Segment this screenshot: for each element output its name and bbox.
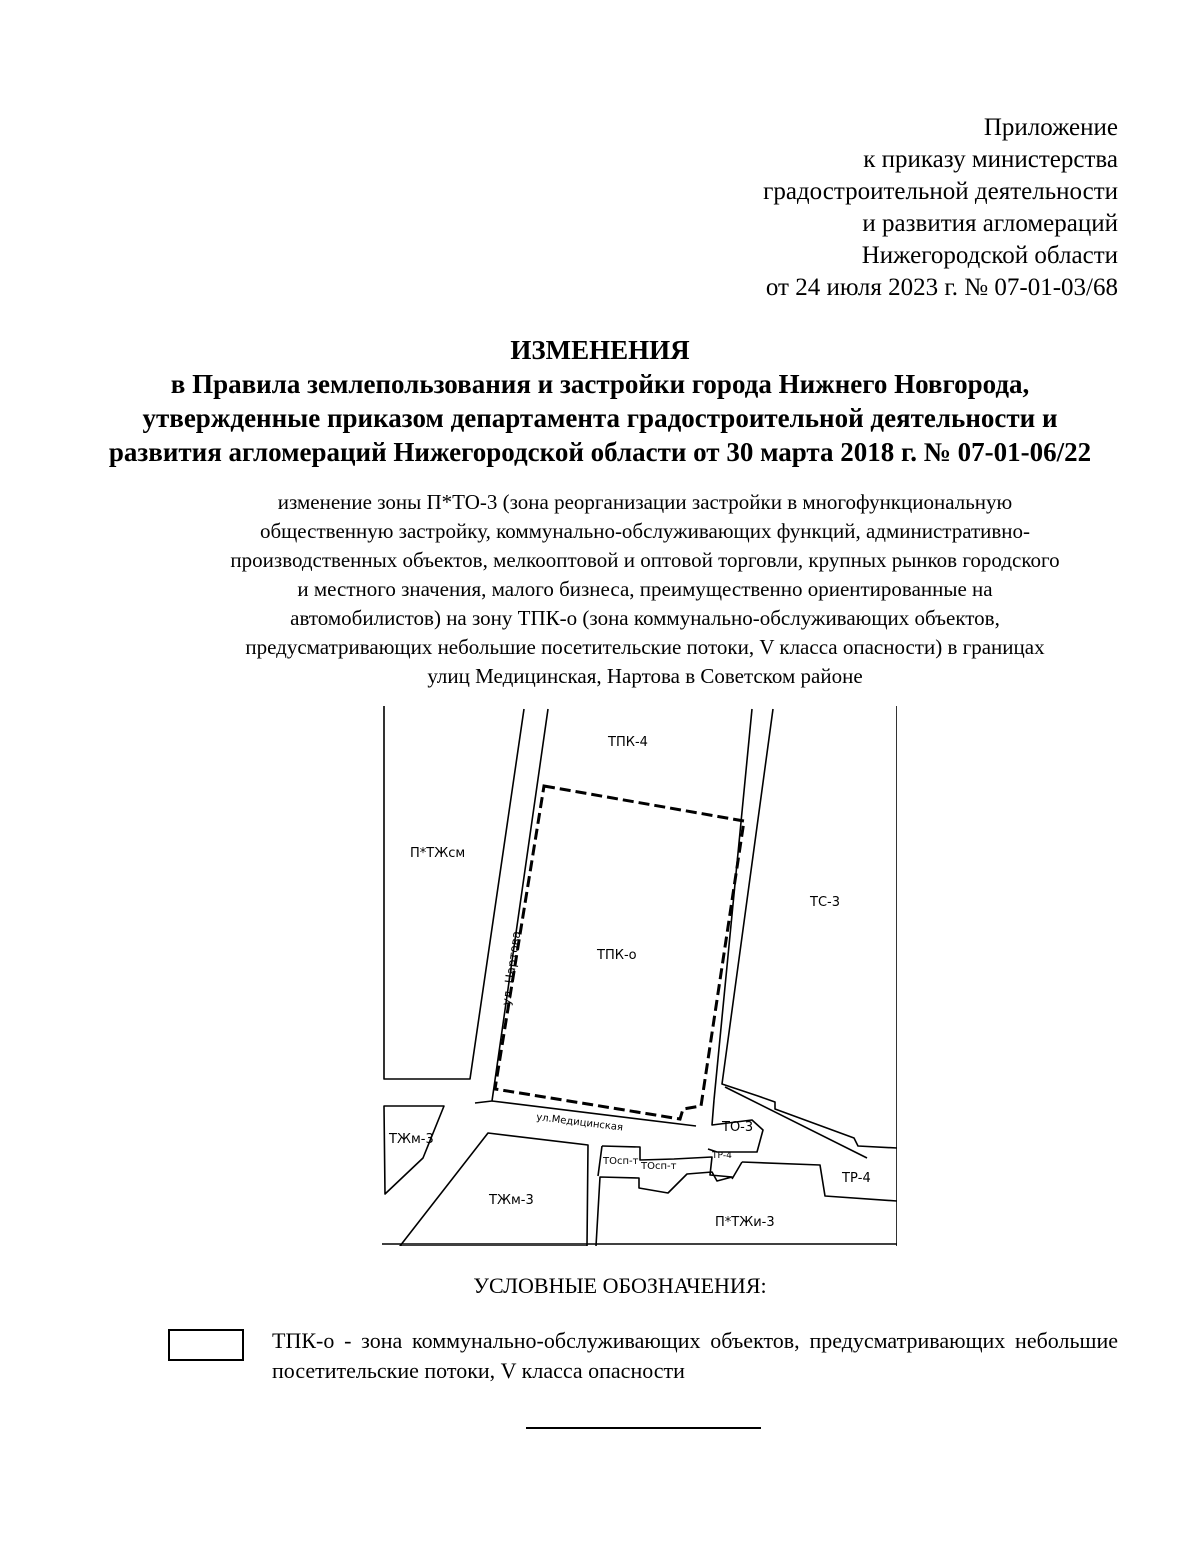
parcel-boundary	[742, 1162, 897, 1201]
title-line: утвержденные приказом департамента градостроительной деятельности и	[142, 403, 1058, 433]
legend-item-text: ТПК-о - зона коммунально-обслуживающих объектов, предусматривающих небольшие посетительские потоки, V класса опасности	[272, 1328, 1118, 1383]
description-line: производственных объектов, мелкооптовой и оптовой торговли, крупных рынков городского	[230, 548, 1060, 572]
description-line: предусматривающих небольшие посетительские потоки, V класса опасности) в границах	[245, 635, 1045, 659]
description-line: автомобилистов) на зону ТПК-о (зона коммунально-обслуживающих объектов,	[290, 606, 1000, 630]
parcel-boundary	[400, 1133, 588, 1246]
zone-label-tzhm3-bottom: ТЖм-3	[489, 1193, 534, 1208]
appendix-line: к приказу министерства	[863, 146, 1118, 173]
zone-label-tr4-small: ТР-4	[712, 1151, 732, 1161]
parcel-boundary	[598, 1146, 602, 1176]
appendix-line: от 24 июля 2023 г. № 07-01-03/68	[765, 274, 1118, 301]
description-line: общественную застройку, коммунально-обслуживающих функций, административно-	[259, 519, 1031, 543]
parcel-boundary	[384, 1106, 444, 1194]
zoning-map-drawing	[382, 706, 897, 1246]
zone-label-ts3: ТС-3	[810, 895, 840, 910]
document-title	[0, 333, 1200, 469]
title-heading: ИЗМЕНЕНИЯ	[510, 335, 690, 365]
appendix-line: и развития агломераций	[862, 210, 1118, 237]
street-line	[475, 709, 548, 1103]
change-description	[150, 488, 1140, 691]
parcel-boundary	[732, 1162, 742, 1179]
title-line: развития агломераций Нижегородской области от 30 марта 2018 г. № 07-01-06/22	[108, 437, 1092, 467]
zone-label-tosp-1: ТОсп-т	[603, 1156, 639, 1167]
appendix-line: градостроительной деятельности	[763, 178, 1118, 205]
zone-label-ptzhi3: П*ТЖи-3	[715, 1215, 775, 1230]
appendix-line: Приложение	[983, 114, 1118, 141]
zone-label-tpko: ТПК-о	[597, 948, 637, 963]
title-line: в Правила землепользования и застройки города Нижнего Новгорода,	[170, 369, 1030, 399]
zone-label-tr4: ТР-4	[842, 1171, 871, 1186]
appendix-line: Нижегородской области	[861, 242, 1118, 269]
description-line: изменение зоны П*ТО-3 (зона реорганизации застройки в многофункциональную	[277, 490, 1013, 514]
street-line	[722, 709, 897, 1148]
description-line: и местного значения, малого бизнеса, преимущественно ориентированные на	[297, 577, 993, 601]
legend-swatch	[168, 1329, 244, 1361]
zone-label-to3: ТО-3	[722, 1120, 754, 1135]
street-label-nartova: ул. Нартова	[499, 930, 524, 1007]
appendix-block	[763, 112, 1118, 304]
legend-item	[168, 1326, 1118, 1386]
street-label-meditsinskaya: ул.Медицинская	[535, 1112, 624, 1134]
zone-label-tosp-2: ТОсп-т	[641, 1161, 677, 1172]
description-line: улиц Медицинская, Нартова в Советском районе	[427, 664, 863, 688]
legend-heading: УСЛОВНЫЕ ОБОЗНАЧЕНИЯ:	[473, 1273, 767, 1298]
zoning-map	[382, 706, 897, 1246]
end-divider	[526, 1427, 761, 1429]
zone-label-tzhm3-left: ТЖм-3	[389, 1132, 434, 1147]
zone-label-ptzhsm: П*ТЖсм	[410, 846, 466, 861]
zone-label-tpk4: ТПК-4	[608, 735, 648, 750]
